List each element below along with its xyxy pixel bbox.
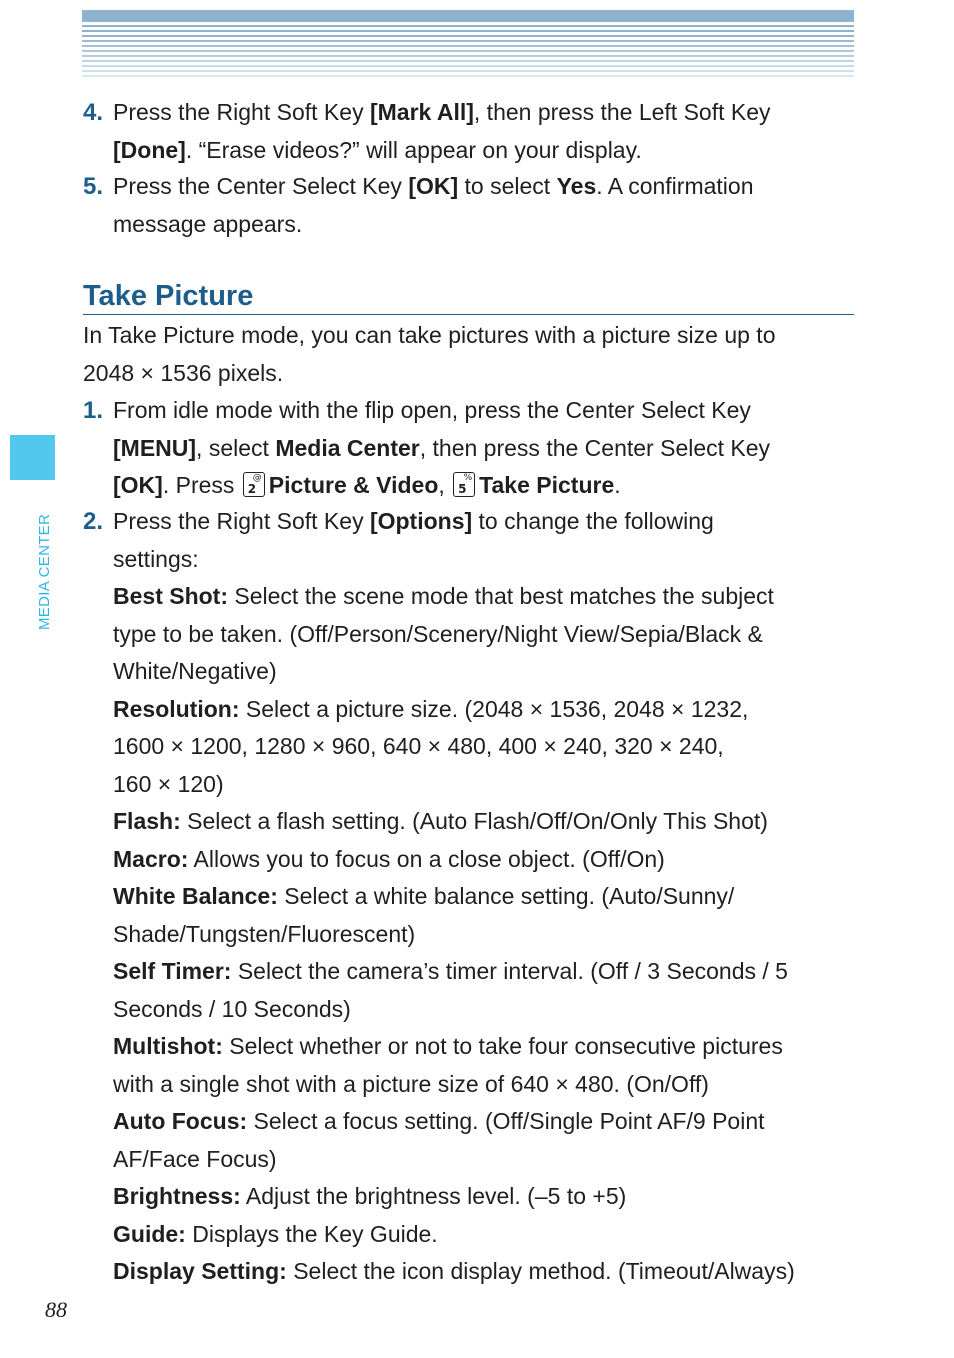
step-text <box>113 168 853 243</box>
bold-term: [OK] <box>113 472 163 498</box>
setting-term: Display Setting: <box>113 1258 287 1284</box>
bold-term: [Options] <box>369 508 473 534</box>
setting-item <box>113 841 853 879</box>
text-run: , then press the Left Soft Key <box>473 99 771 125</box>
section-intro <box>83 317 853 392</box>
setting-description: Allows you to focus on a close object. (Off/On) <box>188 845 665 872</box>
setting-description: Select a picture size. (2048 × 1536, 2048 × 1232, <box>239 695 749 722</box>
heading-rule <box>83 314 854 315</box>
text-run: Press the Center Select Key <box>113 173 409 199</box>
setting-item <box>113 691 853 804</box>
setting-description: Shade/Tungsten/Fluorescent) <box>113 920 416 947</box>
section-heading: Take Picture <box>83 280 254 312</box>
keypad-key-2-icon <box>243 472 265 497</box>
setting-term: Resolution: <box>113 695 240 722</box>
setting-description: Displays the Key Guide. <box>185 1220 438 1247</box>
setting-item <box>113 1216 853 1254</box>
setting-description: Select the icon display method. (Timeout/Always) <box>286 1258 795 1284</box>
intro-line: In Take Picture mode, you can take pictures with a picture size up to <box>83 322 776 348</box>
key-symbol: @ <box>252 473 262 483</box>
setting-description: 160 × 120) <box>113 770 224 797</box>
step-text <box>113 503 853 578</box>
bold-term: Media Center <box>275 434 420 461</box>
text-run: , then press the Center Select Key <box>419 434 771 461</box>
setting-item <box>113 803 853 841</box>
setting-term: Brightness: <box>113 1183 241 1209</box>
setting-description: Select a flash setting. (Auto Flash/Off/On/Only This Shot) <box>180 808 768 834</box>
text-run: From idle mode with the flip open, press the Center Select Key <box>113 397 751 423</box>
text-run: Press the Right Soft Key <box>113 99 370 125</box>
text-run: . Press <box>162 472 241 498</box>
setting-term: White Balance: <box>113 883 278 909</box>
text-run: . “Erase videos?” will appear on your display. <box>185 136 642 163</box>
setting-description: Seconds / 10 Seconds) <box>113 995 351 1022</box>
setting-description: White/Negative) <box>113 658 277 684</box>
text-run: , <box>438 472 452 498</box>
text-run: . <box>614 472 621 498</box>
side-tab-marker <box>10 435 55 480</box>
setting-description: Select whether or not to take four consecutive pictures <box>222 1033 783 1059</box>
intro-line: 2048 × 1536 pixels. <box>83 359 284 386</box>
setting-item <box>113 1253 853 1291</box>
text-run: settings: <box>113 545 199 572</box>
text-run: . A confirmation <box>596 173 754 199</box>
setting-term: Best Shot: <box>113 583 228 609</box>
text-run: , select <box>196 434 276 461</box>
bold-term: Picture & Video <box>268 472 439 498</box>
key-digit: 5 <box>458 482 467 496</box>
step-number: 1. <box>83 397 104 424</box>
setting-term: Flash: <box>113 808 181 834</box>
keypad-key-5-icon <box>453 472 475 497</box>
setting-item <box>113 1028 853 1103</box>
setting-item <box>113 1103 853 1178</box>
setting-term: Guide: <box>113 1220 186 1247</box>
settings-list <box>113 578 853 1291</box>
side-tab-label: MEDIA CENTER <box>36 513 53 630</box>
bold-term: [MENU] <box>113 434 197 461</box>
setting-item <box>113 1178 853 1216</box>
setting-description: Adjust the brightness level. (–5 to +5) <box>240 1183 627 1209</box>
bold-term: [Mark All] <box>369 99 474 125</box>
setting-description: Select a white balance setting. (Auto/Sunny/ <box>277 883 735 909</box>
setting-description: Select the scene mode that best matches the subject <box>228 583 774 609</box>
setting-description: Select the camera’s timer interval. (Off / 3 Seconds / 5 <box>231 958 788 984</box>
setting-term: Macro: <box>113 845 189 872</box>
step-number: 4. <box>83 99 104 126</box>
page-number: 88 <box>45 1297 67 1322</box>
setting-term: Self Timer: <box>113 958 232 984</box>
step-number: 5. <box>83 173 104 200</box>
text-run: Press the Right Soft Key <box>113 508 370 534</box>
setting-term: Multishot: <box>113 1033 223 1059</box>
setting-item <box>113 578 853 691</box>
setting-item <box>113 953 853 1028</box>
setting-description: with a single shot with a picture size of 640 × 480. (On/Off) <box>113 1070 709 1097</box>
bold-term: Take Picture <box>479 472 615 498</box>
text-run: to change the following <box>472 508 714 534</box>
bold-term: [Done] <box>113 136 186 163</box>
setting-description: type to be taken. (Off/Person/Scenery/Night View/Sepia/Black & <box>113 620 763 647</box>
text-run: to select <box>458 173 557 199</box>
bold-term: Yes <box>556 173 597 199</box>
setting-description: Select a focus setting. (Off/Single Point AF/9 Point <box>247 1108 765 1134</box>
header-band <box>82 10 854 80</box>
setting-description: AF/Face Focus) <box>113 1145 277 1172</box>
step-text <box>113 94 853 169</box>
bold-term: [OK] <box>408 173 459 199</box>
key-symbol: % <box>463 473 473 483</box>
step-text <box>113 392 853 505</box>
setting-item <box>113 878 853 953</box>
step-number: 2. <box>83 508 104 535</box>
setting-description: 1600 × 1200, 1280 × 960, 640 × 480, 400 × 240, 320 × 240, <box>113 733 724 759</box>
setting-term: Auto Focus: <box>113 1108 248 1134</box>
key-digit: 2 <box>247 482 257 496</box>
text-run: message appears. <box>113 210 303 237</box>
